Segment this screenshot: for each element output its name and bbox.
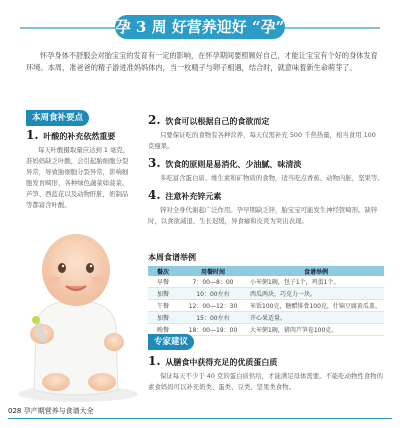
tip-number-3: 3. [148,156,161,170]
section-label-expert: 专家建议 [148,334,194,350]
menu-cell: 小米粥1碗，包子1个，鸡蛋1个。 [248,276,384,288]
menu-cell: 西瓜两块，巧克力一块。 [248,288,384,300]
right-column [148,113,384,231]
menu-cell: 开心果适量。 [248,312,384,324]
tip-heading-2 [148,113,384,127]
tip-heading-1 [26,128,134,142]
page-title: 孕 3 周 好营养迎好 “孕” [115,15,285,39]
menu-cell: 大米粥1碗，猪肉芦笋卷100克。 [248,324,384,336]
footer-rule [8,418,392,419]
meal-cell: 午餐 [148,300,178,312]
tip-title-1: 叶酸的补充依然重要 [43,132,116,141]
title-rule-left [20,27,115,29]
tip-text-3: 多吃富含蛋白质、维生素和矿物质的食物，适当吃点香蕉、动物内脏，坚果等。 [160,174,384,182]
page-footer [0,402,400,428]
time-cell: 15：00左右 [178,312,248,324]
meal-cell: 加餐 [148,312,178,324]
tip-block-2 [148,113,384,152]
menu-cell: 米饭100克，糖醋排骨100克，什锦豆腐黄瓜盖。 [248,300,384,312]
tip-block-3 [148,156,384,184]
time-cell: 7：00—8：00 [178,276,248,288]
meal-table-title: 本周食谱举例 [148,253,196,262]
title-rule-right [285,27,380,29]
expert-heading-1 [148,354,384,368]
baby-photo [6,222,146,402]
tip-block-4 [148,188,384,227]
time-cell: 12：00—12：30 [178,300,248,312]
tip-heading-3 [148,156,384,170]
meal-cell: 加餐 [148,288,178,300]
tip-title-4: 注意补充锌元素 [165,192,222,201]
expert-number-1: 1. [148,354,161,368]
table-row [148,300,384,312]
tip-title-3: 饮食的原则是易消化、少油腻、味清淡 [165,160,302,169]
meal-table-header: 餐次 [148,266,178,276]
meal-table-header: 用餐时间 [178,266,248,276]
tip-number-4: 4. [148,188,161,202]
expert-text-1: 保证每天不少于 40 克的蛋白质供给，才能满足母体需要。不能吃动物性食物的素食妈妈可以补充奶类、蛋类、豆类、坚果类食物。 [148,372,384,391]
meal-table-header-row [148,266,384,276]
time-cell: 18：00—19：00 [178,324,248,336]
meal-table-header: 食谱举例 [248,266,384,276]
tip-title-2: 饮食可以根据自己的食欲而定 [165,117,270,126]
meal-cell: 晚餐 [148,324,178,336]
table-row [148,312,384,324]
meal-cell: 早餐 [148,276,178,288]
tip-text-4: 锌对全身代谢起广泛作用。孕早期缺乏锌，胎宝宝可能发生神经管畸形。缺锌时，以食欲减退、生长迟缓，异食癖和皮炎为突出表现。 [148,206,378,225]
tip-number-2: 2. [148,113,161,127]
tip-text-1: 每天叶酸摄取量应达到 1 毫克，准妈妈缺乏叶酸，会引起胎细胞分裂异常，导致胎细胞分裂异常，影响细胞发育畸形，各种绿色蔬菜如菠菜、芦笋、西蓝花以及动物肝脏，奶制品等都富含叶酸。 [26,146,130,209]
expert-block [148,354,384,393]
expert-title-1: 从膳食中获得充足的优质蛋白质 [165,358,278,367]
tip-heading-4 [148,188,384,202]
tip-number-1: 1. [26,128,39,142]
left-column [26,128,134,211]
table-row [148,288,384,300]
title-bar [0,12,400,42]
page-number: 028 孕产期营养与食谱大全 [8,407,94,415]
meal-table [148,266,384,336]
table-row [148,276,384,288]
tip-text-2: 只要保证吃的食物有各种营养，每天仅需补充 500 千焦热量，相当食用 100 克瘦果。 [148,131,376,150]
time-cell: 10：00左右 [178,288,248,300]
section-label-tips: 本周食补要点 [26,110,89,126]
intro-paragraph: 怀孕身体不舒服会对胎宝宝的发育有一定的影响，在怀孕期间要照顾好自己，才能让宝宝有个好的身体发育环境。本周，准爸爸的精子游进准妈妈体内，当一枚精子与卵子相遇，结合时，就意味着新生命萌芽了。 [26,51,378,72]
